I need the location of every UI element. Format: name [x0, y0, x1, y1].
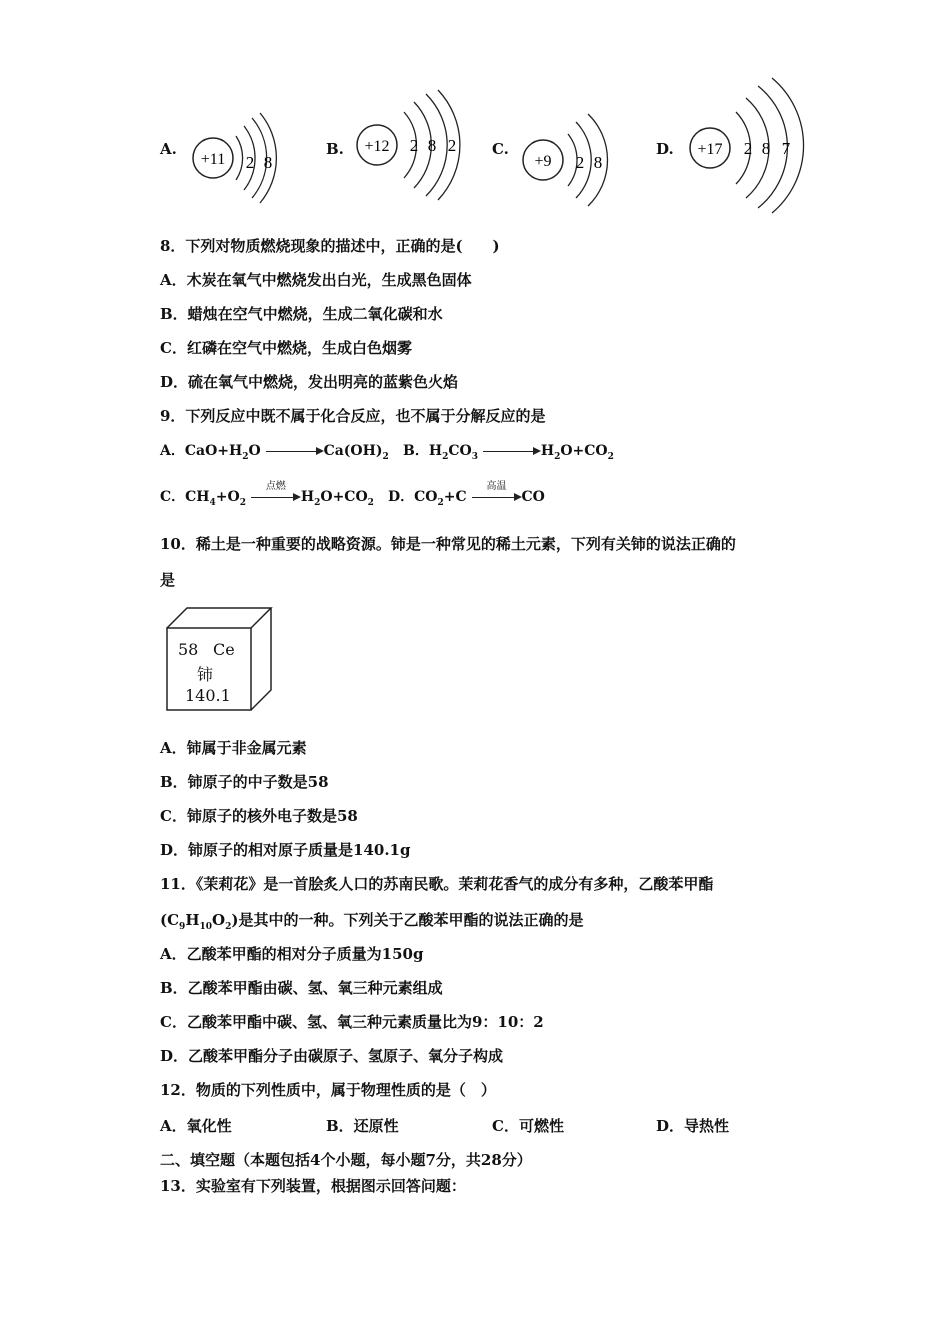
shell-c-2: 8 — [593, 153, 603, 172]
q10-stem-line2: 是 — [160, 571, 176, 589]
q11-option-d: D．乙酸苯甲酯分子由碳原子、氢原子、氧分子构成 — [160, 1047, 504, 1065]
q13-stem: 13．实验室有下列装置，根据图示回答问题： — [160, 1177, 466, 1195]
option-a-label: A. — [160, 140, 177, 158]
shell-a-1: 2 — [245, 153, 255, 172]
shell-d-1: 2 — [743, 139, 753, 158]
reaction-arrow — [472, 481, 522, 503]
shell-b-1: 2 — [409, 136, 419, 155]
nucleus-c: +9 — [534, 153, 552, 170]
option-b-label: B. — [326, 140, 344, 158]
option-d-label: D. — [656, 140, 674, 158]
q8-option-d: D．硫在氧气中燃烧，发出明亮的蓝紫色火焰 — [160, 373, 459, 391]
shell-b-2: 8 — [427, 136, 437, 155]
tile-symbol: Ce — [213, 640, 235, 659]
shell-a-2: 8 — [263, 153, 273, 172]
q11-stem-line1: 11．《茉莉花》是一首脍炙人口的苏南民歌。茉莉花香气的成分有多种，乙酸苯甲酯 — [160, 875, 714, 893]
q10-option-c: C．铈原子的核外电子数是58 — [160, 807, 358, 825]
reaction-arrow — [251, 481, 301, 503]
atom-diagram-c — [518, 108, 618, 212]
atom-diagram-b — [354, 90, 474, 204]
section-heading: 二、填空题（本题包括4个小题，每小题7分，共28分） — [160, 1151, 532, 1169]
reaction-arrow — [266, 445, 324, 457]
q12-option-a: A．氧化性 — [160, 1117, 232, 1135]
q11-option-c: C．乙酸苯甲酯中碳、氢、氧三种元素质量比为9：10：2 — [160, 1013, 544, 1031]
tile-mass: 140.1 — [185, 686, 231, 705]
q8-option-a: A．木炭在氧气中燃烧发出白光，生成黑色固体 — [160, 271, 472, 289]
shell-d-2: 8 — [761, 139, 771, 158]
tile-atomic-number: 58 — [178, 640, 199, 659]
q8-option-b: B．蜡烛在空气中燃烧，生成二氧化碳和水 — [160, 305, 443, 323]
reaction-arrow — [483, 445, 541, 457]
q9-option-d: D．$CO_2+C$ 高温 CO — [388, 486, 545, 506]
element-tile-cerium — [165, 606, 275, 714]
q9-stem: 9．下列反应中既不属于化合反应，也不属于分解反应的是 — [160, 407, 546, 425]
reaction-condition: 点燃 — [265, 481, 286, 492]
q11-option-a: A．乙酸苯甲酯的相对分子质量为150g — [160, 945, 424, 963]
shell-c-1: 2 — [575, 153, 585, 172]
q10-option-b: B．铈原子的中子数是58 — [160, 773, 329, 791]
q9-option-a: A．$CaO+H_2O$ $Ca(OH)_2$ — [160, 443, 389, 462]
q12-option-b: B．还原性 — [326, 1117, 399, 1135]
shell-b-3: 2 — [447, 136, 457, 155]
q9-option-b: B．$H_2CO_3$ $H_2O+CO_2$ — [403, 443, 614, 462]
q8-option-c: C．红磷在空气中燃烧，生成白色烟雾 — [160, 339, 412, 357]
tile-name: 铈 — [197, 665, 214, 684]
q12-stem: 12．物质的下列性质中，属于物理性质的是（ ） — [160, 1081, 496, 1099]
shell-d-3: 7 — [781, 139, 791, 158]
atom-diagram-d — [686, 78, 806, 217]
q10-option-a: A．铈属于非金属元素 — [160, 739, 307, 757]
q11-option-b: B．乙酸苯甲酯由碳、氢、氧三种元素组成 — [160, 979, 443, 997]
nucleus-a: +11 — [200, 151, 226, 168]
nucleus-b: +12 — [364, 138, 390, 155]
nucleus-d: +17 — [697, 141, 723, 158]
q10-stem-line1: 10．稀土是一种重要的战略资源。铈是一种常见的稀土元素，下列有关铈的说法正确的 — [160, 535, 736, 553]
q8-stem: 8．下列对物质燃烧现象的描述中，正确的是( ) — [160, 237, 500, 255]
q10-option-d: D．铈原子的相对原子质量是140.1g — [160, 841, 411, 859]
option-c-label: C. — [492, 140, 509, 158]
q12-option-c: C．可燃性 — [492, 1117, 564, 1135]
q9-option-c: C．$CH_4+O_2$ 点燃 $H_2O+CO_2$ — [160, 486, 374, 506]
q11-stem-line2: $(C_9H_{10}O_2)$是其中的一种。下列关于乙酸苯甲酯的说法正确的是 — [160, 911, 584, 932]
q12-option-d: D．导热性 — [656, 1117, 730, 1135]
reaction-condition: 高温 — [486, 481, 507, 492]
atom-diagram-a — [188, 108, 288, 212]
